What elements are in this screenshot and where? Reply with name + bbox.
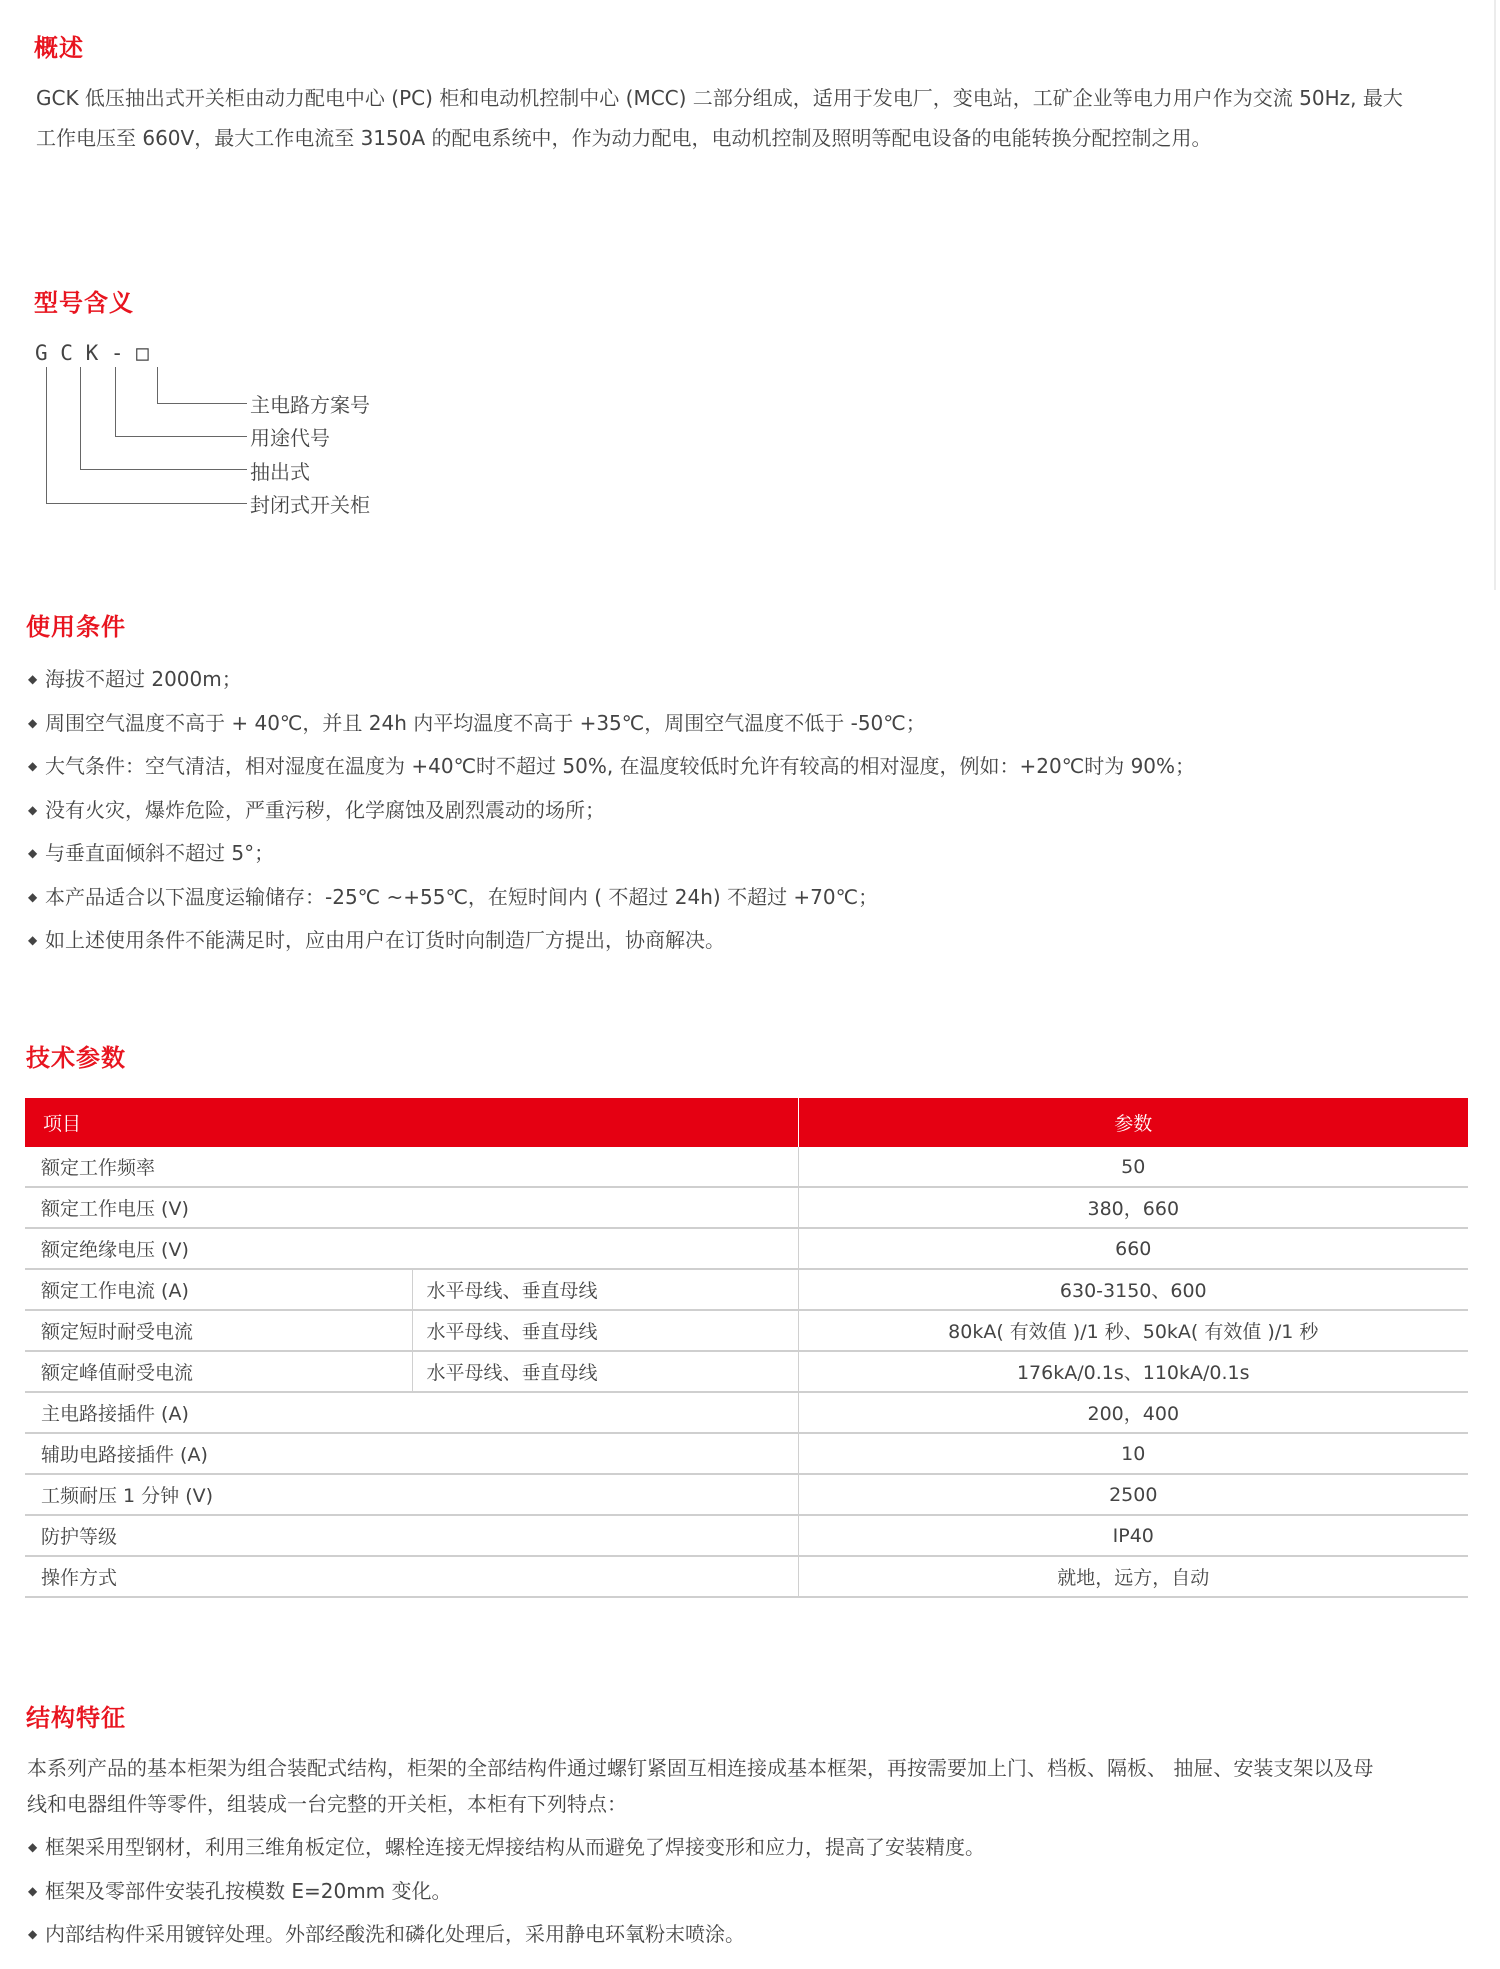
conditions-list [27,658,1195,963]
connector-line [80,469,247,470]
list-item: ◆ 如上述使用条件不能满足时，应由用户在订货时向制造厂方提出，协商解决。 [27,919,1195,963]
list-item: ◆ 没有火灾，爆炸危险，严重污秽，化学腐蚀及剧烈震动的场所； [27,789,1195,833]
connector-line [115,367,116,437]
connector-line [46,503,247,504]
row-item: 主电路接插件 (A) [25,1392,798,1433]
list-item: ◆ 海拔不超过 2000m； [27,658,1195,702]
overview-heading: 概述 [34,34,84,62]
row-item: 工频耐压 1 分钟 (V) [25,1474,798,1515]
header-item: 项目 [25,1098,798,1147]
row-item: 操作方式 [25,1556,798,1597]
row-condition: 水平母线、垂直母线 [412,1351,798,1392]
structure-line-2: 线和电器组件等零件，组装成一台完整的开关柜，本柜有下列特点： [27,1792,627,1816]
row-item: 防护等级 [25,1515,798,1556]
row-value: 就地，远方，自动 [798,1556,1468,1597]
row-value: 200，400 [798,1392,1468,1433]
overview-line-2: 工作电压至 660V，最大工作电流至 3150A 的配电系统中，作为动力配电，电动机控制及照明等配电设备的电能转换分配控制之用。 [36,126,1212,150]
conditions-heading: 使用条件 [26,613,126,641]
row-value: 10 [798,1433,1468,1474]
table-row [25,1228,1468,1269]
connector-line [46,367,47,504]
row-value: 176kA/0.1s、110kA/0.1s [798,1351,1468,1392]
row-value: IP40 [798,1515,1468,1556]
list-item: ◆ 与垂直面倾斜不超过 5°； [27,832,1195,876]
connector-line [115,436,247,437]
row-item: 额定峰值耐受电流 [25,1351,412,1392]
table-row [25,1310,1468,1351]
structure-heading: 结构特征 [26,1704,126,1732]
row-item: 额定工作频率 [25,1147,798,1187]
model-label-usage-code: 用途代号 [250,426,330,450]
bullet-icon: ◆ [28,672,38,686]
table-row [25,1556,1468,1597]
model-label-drawout: 抽出式 [250,460,310,484]
bullet-icon: ◆ [28,715,38,730]
list-item: ◆ 框架采用型钢材，利用三维角板定位，螺栓连接无焊接结构从而避免了焊接变形和应力，提高了安装精度。 [27,1826,985,1870]
model-label-main-circuit: 主电路方案号 [250,393,370,417]
row-item: 额定工作电流 (A) [25,1269,412,1310]
table-row [25,1269,1468,1310]
model-code: G C K - □ [35,341,149,365]
list-item: ◆ 大气条件：空气清洁，相对湿度在温度为 +40℃时不超过 50%, 在温度较低时允许有较高的相对湿度，例如：+20℃时为 90%； [27,745,1195,789]
bullet-icon: ◆ [28,1883,38,1898]
bullet-icon: ◆ [28,1840,38,1854]
connector-line [80,367,81,470]
table-row [25,1433,1468,1474]
row-condition: 水平母线、垂直母线 [412,1269,798,1310]
connector-line [157,403,247,404]
overview-line-1: GCK 低压抽出式开关柜由动力配电中心 (PC) 柜和电动机控制中心 (MCC) 二部分组成，适用于发电厂，变电站，工矿企业等电力用户作为交流 50Hz, 最大 [36,86,1403,110]
connector-line [157,367,158,404]
row-value: 660 [798,1228,1468,1269]
specs-table [25,1098,1468,1598]
list-item: ◆ 框架及零部件安装孔按模数 E=20mm 变化。 [27,1870,985,1914]
list-item: ◆ 内部结构件采用镀锌处理。外部经酸洗和磷化处理后，采用静电环氧粉末喷涂。 [27,1913,985,1957]
row-item: 额定绝缘电压 (V) [25,1228,798,1269]
row-item: 辅助电路接插件 (A) [25,1433,798,1474]
row-value: 50 [798,1147,1468,1187]
row-condition: 水平母线、垂直母线 [412,1310,798,1351]
table-row [25,1474,1468,1515]
row-value: 380，660 [798,1187,1468,1228]
table-header-row [25,1098,1468,1147]
row-value: 2500 [798,1474,1468,1515]
structure-list [27,1826,985,1957]
specs-heading: 技术参数 [26,1044,126,1072]
table-row [25,1187,1468,1228]
header-param: 参数 [798,1098,1468,1147]
row-item: 额定工作电压 (V) [25,1187,798,1228]
list-item: ◆ 周围空气温度不高于 + 40℃，并且 24h 内平均温度不高于 +35℃，周围空气温度不低于 -50℃； [27,702,1195,746]
structure-line-1: 本系列产品的基本柜架为组合装配式结构，柜架的全部结构件通过螺钉紧固互相连接成基本框架，再按需要加上门、档板、隔板、 抽屉、安装支架以及母 [27,1756,1374,1780]
bullet-icon: ◆ [28,802,38,817]
bullet-icon: ◆ [28,759,38,773]
list-item: ◆ 本产品适合以下温度运输储存：-25℃ ~+55℃，在短时间内 ( 不超过 24h) 不超过 +70℃； [27,876,1195,920]
bullet-icon: ◆ [28,846,38,860]
table-row [25,1147,1468,1187]
table-row [25,1351,1468,1392]
model-label-enclosed: 封闭式开关柜 [250,493,370,517]
bullet-icon: ◆ [28,889,38,904]
table-row [25,1515,1468,1556]
row-value: 80kA( 有效值 )/1 秒、50kA( 有效值 )/1 秒 [798,1310,1468,1351]
table-row [25,1392,1468,1433]
model-heading: 型号含义 [34,289,134,317]
bullet-icon: ◆ [28,1927,38,1941]
row-value: 630-3150、600 [798,1269,1468,1310]
row-item: 额定短时耐受电流 [25,1310,412,1351]
bullet-icon: ◆ [28,933,38,947]
